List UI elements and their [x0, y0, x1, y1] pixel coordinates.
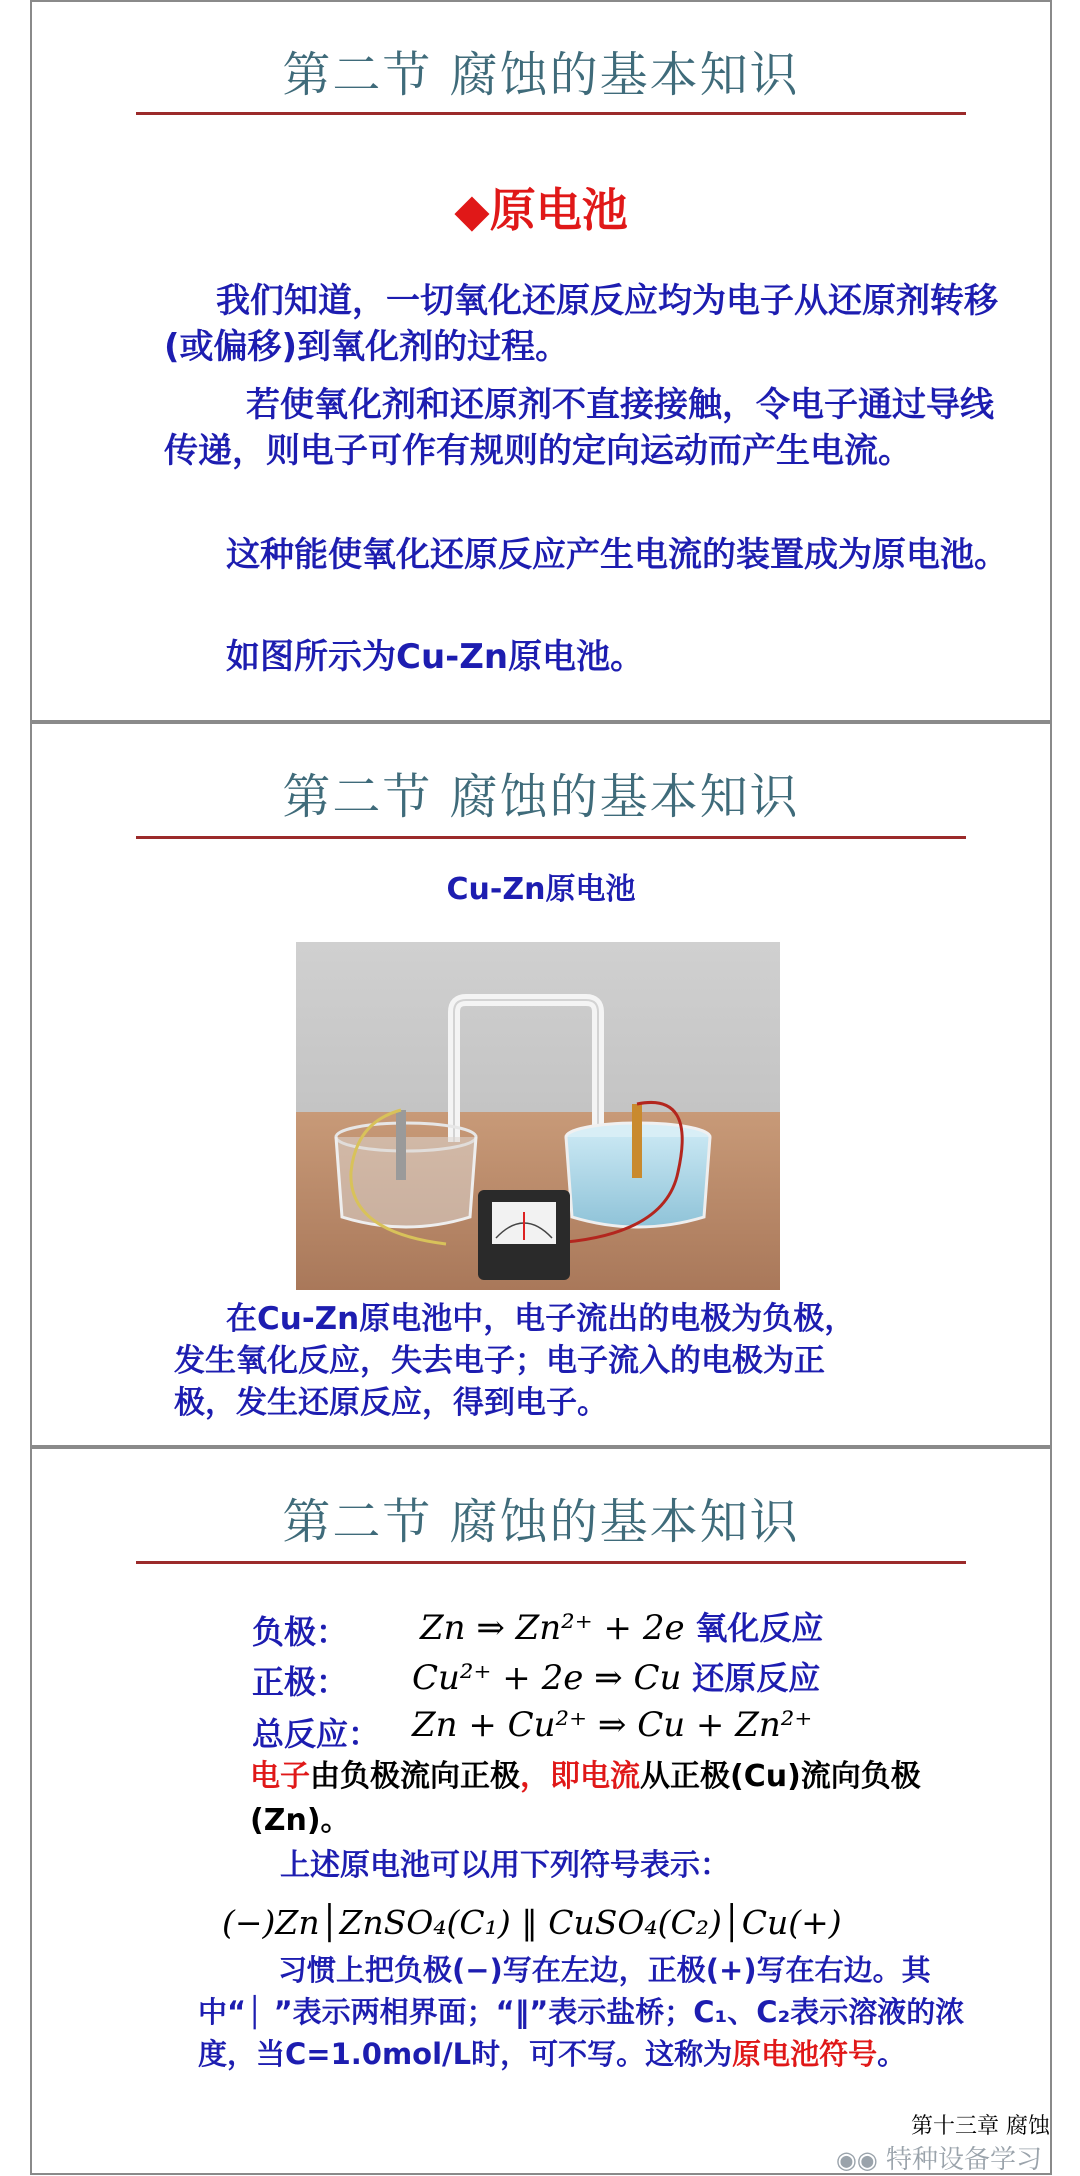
overall-label: 总反应： [252, 1715, 381, 1753]
paragraph-4: 如图所示为Cu-Zn原电池。 [226, 637, 645, 677]
cathode-label: 正极： [252, 1663, 349, 1701]
flow-text-2: 从正极(Cu)流向负极(Zn)。 [250, 1759, 921, 1838]
figure-caption: Cu-Zn原电池 [446, 872, 636, 907]
description-line-1: 在Cu-Zn原电池中，电子流出的电极为负极， [226, 1301, 856, 1337]
section-heading [32, 174, 1050, 240]
flow-text-1: 由负极流向正极 [310, 1759, 520, 1794]
notation-intro: 上述原电池可以用下列符号表示： [280, 1848, 730, 1883]
cathode-reaction-type: 还原反应 [692, 1659, 821, 1697]
cu-zn-cell-illustration [296, 942, 780, 1290]
heading-text: 原电池 [489, 183, 628, 237]
paragraph-1: 我们知道，一切氧化还原反应均为电子从还原剂转移(或偏移)到氧化剂的过程。 [164, 281, 998, 367]
cell-symbol-term: 原电池符号 [732, 2037, 878, 2071]
current-word: ，即电流 [520, 1759, 640, 1794]
anode-formula: Zn ⇒ Zn²⁺ + 2e [420, 1608, 685, 1648]
paragraph-2: 若使氧化剂和还原剂不直接接触，令电子通过导线传递，则电子可作有规则的定向运动而产生电流。 [164, 385, 994, 471]
paragraph-3: 这种能使氧化还原反应产生电流的装置成为原电池。 [226, 535, 1008, 575]
diamond-bullet-icon: ◆ [454, 183, 490, 237]
flow-description [250, 1755, 990, 1843]
title-underline [136, 836, 966, 839]
figure-description [174, 1298, 974, 1424]
slide-title: 第二节 腐蚀的基本知识 [282, 1494, 800, 1550]
title-underline [136, 112, 966, 115]
notation-explanation [198, 1949, 988, 2075]
wechat-watermark [836, 2139, 1042, 2176]
description-line-3: 极，发生还原反应，得到电子。 [174, 1385, 608, 1421]
title-underline [136, 1561, 966, 1564]
anode-label: 负极： [252, 1613, 349, 1651]
explanation-end: 。 [877, 2037, 907, 2071]
slide-title: 第二节 腐蚀的基本知识 [282, 769, 800, 825]
slide-3 [30, 1447, 1052, 2175]
chapter-footer: 第十三章 腐蚀 [911, 2114, 1050, 2139]
wechat-icon: ◉◉ [835, 2146, 878, 2174]
slide-title: 第二节 腐蚀的基本知识 [282, 47, 800, 103]
watermark-text: 特种设备学习 [885, 2145, 1042, 2175]
electron-word: 电子 [250, 1759, 310, 1794]
slide-1 [30, 0, 1052, 722]
overall-equation [412, 1705, 812, 1745]
cell-notation: (−)Zn│ZnSO₄(C₁) ‖ CuSO₄(C₂)│Cu(+) [222, 1903, 842, 1942]
anode-reaction-type: 氧化反应 [695, 1609, 824, 1647]
explanation-text: 习惯上把负极(−)写在左边，正极(+)写在右边。其中“│ ”表示两相界面；“‖”表示盐桥；C₁、C₂表示溶液的浓度，当C=1.0mol/L时，可不写。这称为 [198, 1953, 965, 2071]
cathode-formula: Cu²⁺ + 2e ⇒ Cu [412, 1658, 682, 1698]
cathode-equation [412, 1653, 820, 1699]
description-line-2: 发生氧化反应，失去电子；电子流入的电极为正 [174, 1343, 825, 1379]
slide-2 [30, 722, 1052, 1447]
overall-formula: Zn + Cu²⁺ ⇒ Cu + Zn²⁺ [412, 1705, 813, 1745]
anode-equation [420, 1603, 823, 1649]
